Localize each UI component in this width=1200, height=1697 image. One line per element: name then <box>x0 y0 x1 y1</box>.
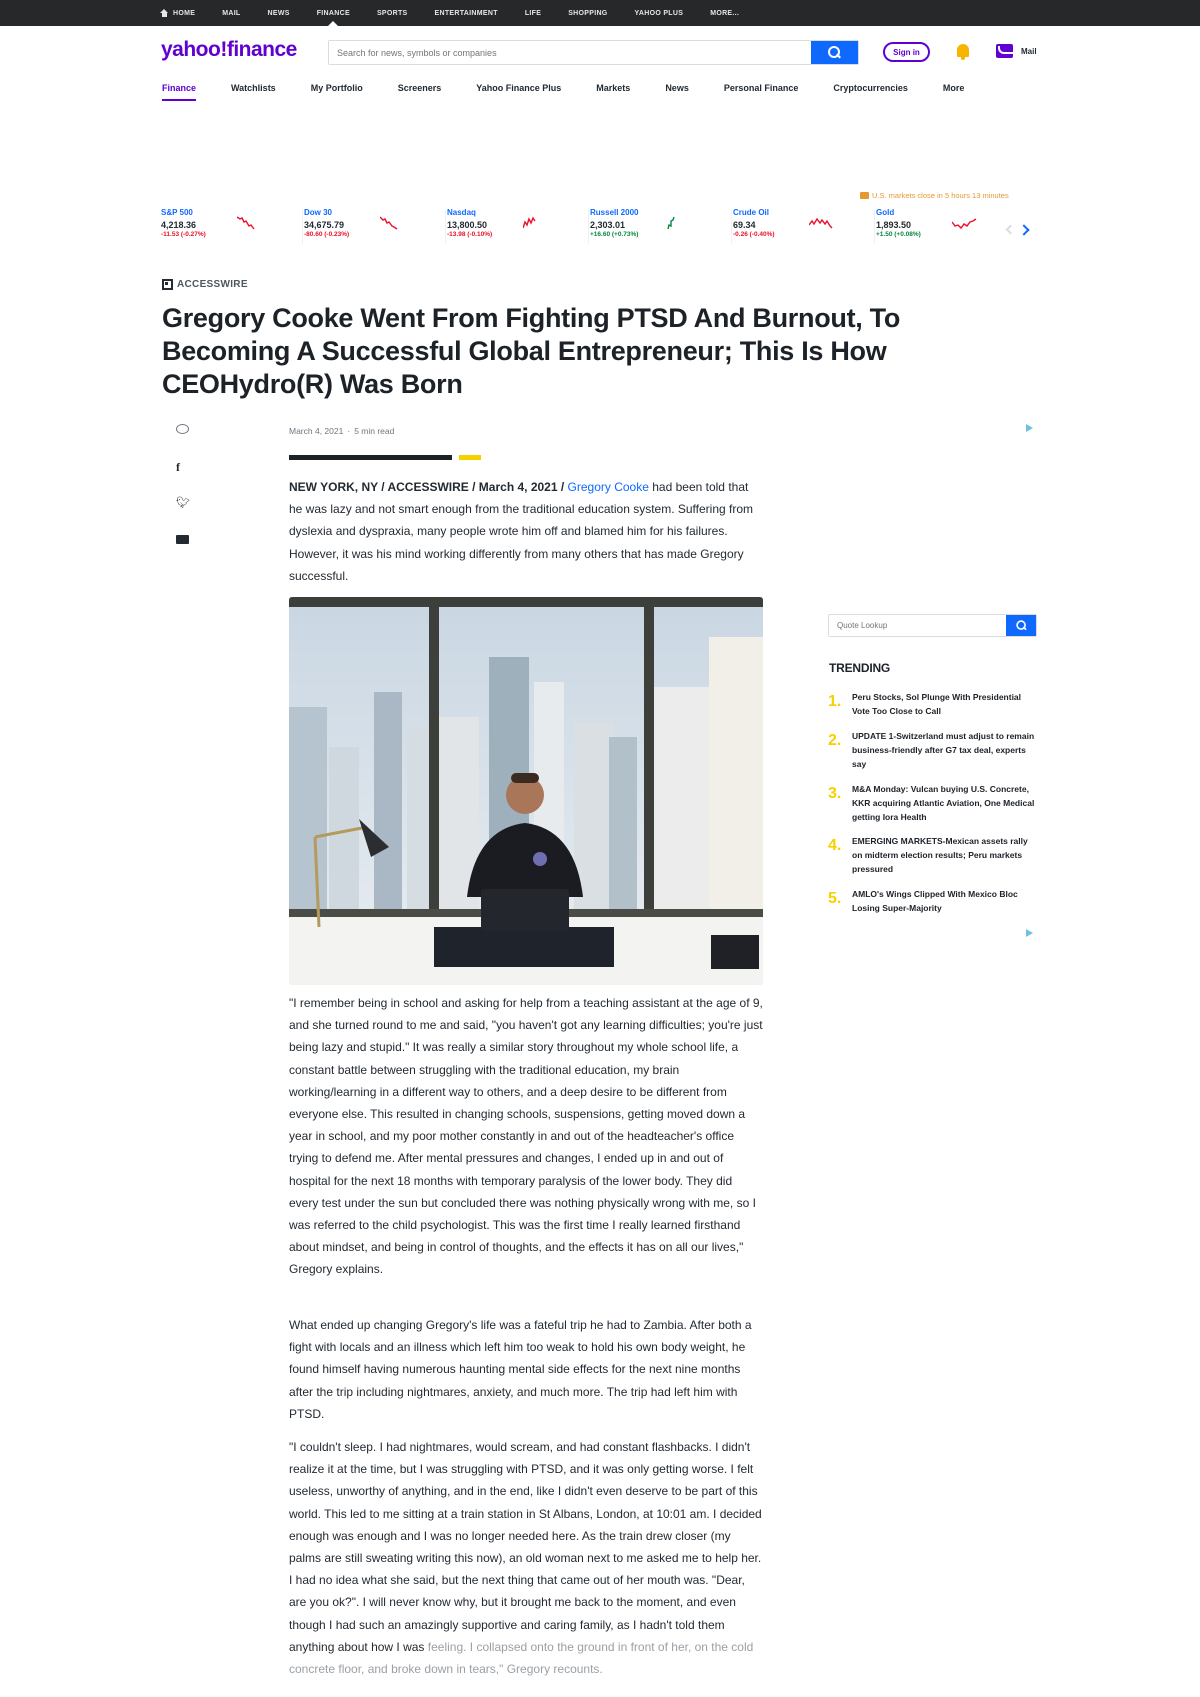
nav-screeners[interactable]: Screeners <box>397 83 442 93</box>
ticker-price: 4,218.36 <box>161 220 197 230</box>
sparkline-chart <box>952 216 978 230</box>
ticker-divider <box>588 210 589 244</box>
topbar-entertainment[interactable]: ENTERTAINMENT <box>434 9 498 17</box>
read-progress-accent <box>459 455 481 460</box>
ticker-nasdaq[interactable] <box>447 208 575 244</box>
ticker-price: 1,893.50 <box>876 220 912 230</box>
trending-number: 5. <box>828 890 842 907</box>
topbar-shopping[interactable]: SHOPPING <box>568 9 608 17</box>
bell-dome <box>957 44 969 57</box>
article-paragraph-2: "I remember being in school and asking for help from a teaching assistant at the age of 9, and she turned round to me and said, "you haven't got any learning difficulties; you're just being lazy and stupid." It was really a similar story throughout my whole school life, a constant battle between struggling with the traditional education, my brain working/learning in a different way to others, and a deep desire to be different from everyone else. This resulted in changing schools, suspensions, getting moved down a year in school, and my poor mother constantly in and out of the headteacher's office trying to defend me. After mental pressures and changes, I ended up in and out of hospital for the next 18 months with temporary paralysis of the lower body. They did every test under the sun but concluded there was nothing physically wrong with me, so I was referred to the child psychologist. This was the first time I really learned firsthand about mindset, and being in control of thoughts, and the effects it has on all our lives," Gregory explains. <box>289 996 763 1277</box>
ticker-name: Dow 30 <box>304 208 333 217</box>
nav-my-portfolio[interactable]: My Portfolio <box>310 83 363 93</box>
ticker-price: 69.34 <box>733 220 756 230</box>
ticker-sp500[interactable] <box>161 208 289 244</box>
ticker-change: +1.50 (+0.08%) <box>876 231 921 238</box>
nav-watchlists[interactable]: Watchlists <box>231 83 276 93</box>
article-paragraph-1 <box>289 476 764 587</box>
topbar-life[interactable]: LIFE <box>524 9 542 17</box>
sparkline-chart <box>237 216 257 230</box>
search-icon <box>1016 620 1026 630</box>
ticker-change: -11.53 (-0.27%) <box>161 231 206 238</box>
notification-bell-icon[interactable] <box>955 43 971 61</box>
twitter-icon[interactable]: 🐦︎ <box>176 497 190 509</box>
read-time: 5 min read <box>354 426 395 436</box>
article-source[interactable] <box>162 279 248 290</box>
ticker-name: Nasdaq <box>447 208 476 217</box>
home-icon <box>160 9 168 17</box>
trending-headline[interactable]: EMERGING MARKETS-Mexican assets rally on midterm election results; Peru markets pressured <box>852 836 1028 874</box>
trending-item[interactable] <box>828 834 1038 876</box>
topbar-yahoo-plus[interactable]: YAHOO PLUS <box>634 9 684 17</box>
comment-icon[interactable] <box>176 424 189 434</box>
ticker-divider <box>874 210 875 244</box>
ticker-name: Gold <box>876 208 895 217</box>
topbar-home[interactable] <box>160 9 195 17</box>
ticker-divider <box>445 210 446 244</box>
bell-clapper <box>961 57 965 60</box>
trending-headline[interactable]: UPDATE 1-Switzerland must adjust to remain business-friendly after G7 tax deal, experts say <box>852 731 1035 769</box>
market-close-note <box>860 191 1009 200</box>
ticker-russell2000[interactable] <box>590 208 718 244</box>
yahoo-finance-logo[interactable]: yahoo!finance <box>161 38 297 61</box>
accesswire-logo-icon <box>162 279 173 290</box>
office-photo-illustration <box>289 597 763 985</box>
search-icon <box>828 46 841 59</box>
sparkline-chart <box>809 216 833 230</box>
ticker-divider <box>731 210 732 244</box>
article-paragraph-4 <box>289 1436 764 1680</box>
topbar-news[interactable]: NEWS <box>267 9 290 17</box>
trending-item[interactable] <box>828 690 1038 718</box>
search-bar <box>328 40 859 65</box>
trending-title: TRENDING <box>829 661 891 675</box>
trending-number: 2. <box>828 732 842 749</box>
paragraph-text: had been told that he was lazy and not smart enough from the traditional education system. Suffering from dyslexia and dyspraxia, many people wrote him off and blamed him for his failures. However, it was his mind working differently from many others that has made Gregory successful. <box>289 480 754 583</box>
ticker-change: -13.98 (-0.10%) <box>447 231 493 238</box>
author-link[interactable]: Gregory Cooke <box>567 480 649 494</box>
faded-paragraph-text: feeling. I collapsed onto the ground in front of her, on the cold concrete floor, and broke down in tears," Gregory recounts. <box>289 1639 754 1677</box>
nav-cryptocurrencies[interactable]: Cryptocurrencies <box>833 83 908 93</box>
quote-lookup-button[interactable] <box>1006 615 1036 636</box>
search-input[interactable] <box>329 41 811 64</box>
email-share-icon[interactable] <box>176 535 189 544</box>
source-name: ACCESSWIRE <box>177 279 248 290</box>
trending-headline[interactable]: AMLO's Wings Clipped With Mexico Bloc Losing Super-Majority <box>852 889 1018 913</box>
ticker-price: 2,303.01 <box>590 220 626 230</box>
trending-item[interactable] <box>828 729 1038 771</box>
quote-lookup-input[interactable] <box>829 615 1006 636</box>
trending-headline[interactable]: M&A Monday: Vulcan buying U.S. Concrete, KKR acquiring Atlantic Aviation, One Medical getting Iora Health <box>852 784 1035 822</box>
topbar-more[interactable]: MORE... <box>710 9 740 17</box>
market-tickers <box>161 208 1041 248</box>
adchoices-icon[interactable] <box>1026 424 1033 432</box>
mail-label[interactable]: Mail <box>1021 47 1037 56</box>
finance-nav <box>162 83 999 101</box>
trending-number: 4. <box>828 837 842 854</box>
paragraph-text: "I couldn't sleep. I had nightmares, would scream, and had constant flashbacks. I didn't realize it at the time, but I was struggling with PTSD, and it was only getting worse. I felt useless, unworthy of anything, and in the end, like I didn't even deserve to be part of this world. This led to me sitting at a train station in St Albans, London, at 10:01 am. I decided enough was enough and I was no longer needed here. As the train drew closer (my palms are still sweating writing this now), an old woman next to me asked me to help her. I had no idea what she said, but the next thing that came out of her mouth was. "Dear, are you ok?". I will never know why, but it brought me back to the moment, and even though I had such an amazingly supportive and caring family, as I hadn't told them anything about how I was <box>289 1440 762 1654</box>
ticker-gold[interactable] <box>876 208 1004 244</box>
ticker-change: +16.60 (+0.73%) <box>590 231 639 238</box>
nav-personal-finance[interactable]: Personal Finance <box>723 83 799 93</box>
ticker-name: Russell 2000 <box>590 208 639 217</box>
article-photo[interactable] <box>289 597 763 985</box>
mail-icon[interactable] <box>996 44 1013 58</box>
article-paragraph-3: What ended up changing Gregory's life was a fateful trip he had to Zambia. After both a fight with locals and an illness which left him too weak to hold his own body weight, he found himself having numerous haunting mental side effects for the next nine months after the trip including nightmares, anxiety, and much more. The trip had left him with PTSD. <box>289 1318 752 1421</box>
ticker-change: -80.60 (-0.23%) <box>304 231 350 238</box>
article-date: March 4, 2021 <box>289 426 344 436</box>
trending-number: 1. <box>828 693 842 710</box>
ticker-divider <box>302 210 303 244</box>
sparkline-chart <box>666 216 686 230</box>
sparkline-chart <box>380 216 400 230</box>
nav-more[interactable]: More <box>942 83 965 93</box>
sign-in-button[interactable]: Sign in <box>883 42 930 62</box>
nav-finance[interactable]: Finance <box>162 83 196 101</box>
nav-news[interactable]: News <box>665 83 689 93</box>
ticker-name: S&P 500 <box>161 208 193 217</box>
topbar-home-label: HOME <box>173 9 196 17</box>
meta-separator: · <box>347 426 351 436</box>
ticker-price: 13,800.50 <box>447 220 488 230</box>
ticker-change: -0.26 (-0.40%) <box>733 231 775 238</box>
adchoices-icon[interactable] <box>1026 929 1033 937</box>
trending-item[interactable] <box>828 887 1038 915</box>
sparkline-chart <box>523 216 543 230</box>
search-button[interactable] <box>811 41 858 64</box>
nav-yahoo-finance-plus[interactable]: Yahoo Finance Plus <box>476 83 562 93</box>
topbar-sports[interactable]: SPORTS <box>376 9 408 17</box>
dateline: NEW YORK, NY / ACCESSWIRE / March 4, 2021 / <box>289 480 565 494</box>
trending-number: 3. <box>828 785 842 802</box>
topbar-mail[interactable]: MAIL <box>222 9 241 17</box>
top-navigation-bar <box>0 0 1200 26</box>
article-meta <box>289 426 394 436</box>
quote-lookup <box>828 614 1037 637</box>
ticker-dow30[interactable] <box>304 208 432 244</box>
ticker-crude-oil[interactable] <box>733 208 861 244</box>
topbar-finance[interactable]: FINANCE <box>316 9 350 17</box>
article-headline: Gregory Cooke Went From Fighting PTSD And Burnout, To Becoming A Successful Global Entrepreneur; This Is How CEOHydro(R) Was Born <box>162 303 901 399</box>
ticker-price: 34,675.79 <box>304 220 345 230</box>
hourglass-icon <box>860 192 869 199</box>
ticker-name: Crude Oil <box>733 208 770 217</box>
nav-markets[interactable]: Markets <box>596 83 631 93</box>
trending-headline[interactable]: Peru Stocks, Sol Plunge With Presidential Vote Too Close to Call <box>852 692 1022 716</box>
market-close-text: U.S. markets close in 5 hours 13 minutes <box>872 191 1009 200</box>
read-progress-bar <box>289 455 452 460</box>
facebook-icon[interactable]: f <box>176 460 180 474</box>
trending-item[interactable] <box>828 782 1038 824</box>
